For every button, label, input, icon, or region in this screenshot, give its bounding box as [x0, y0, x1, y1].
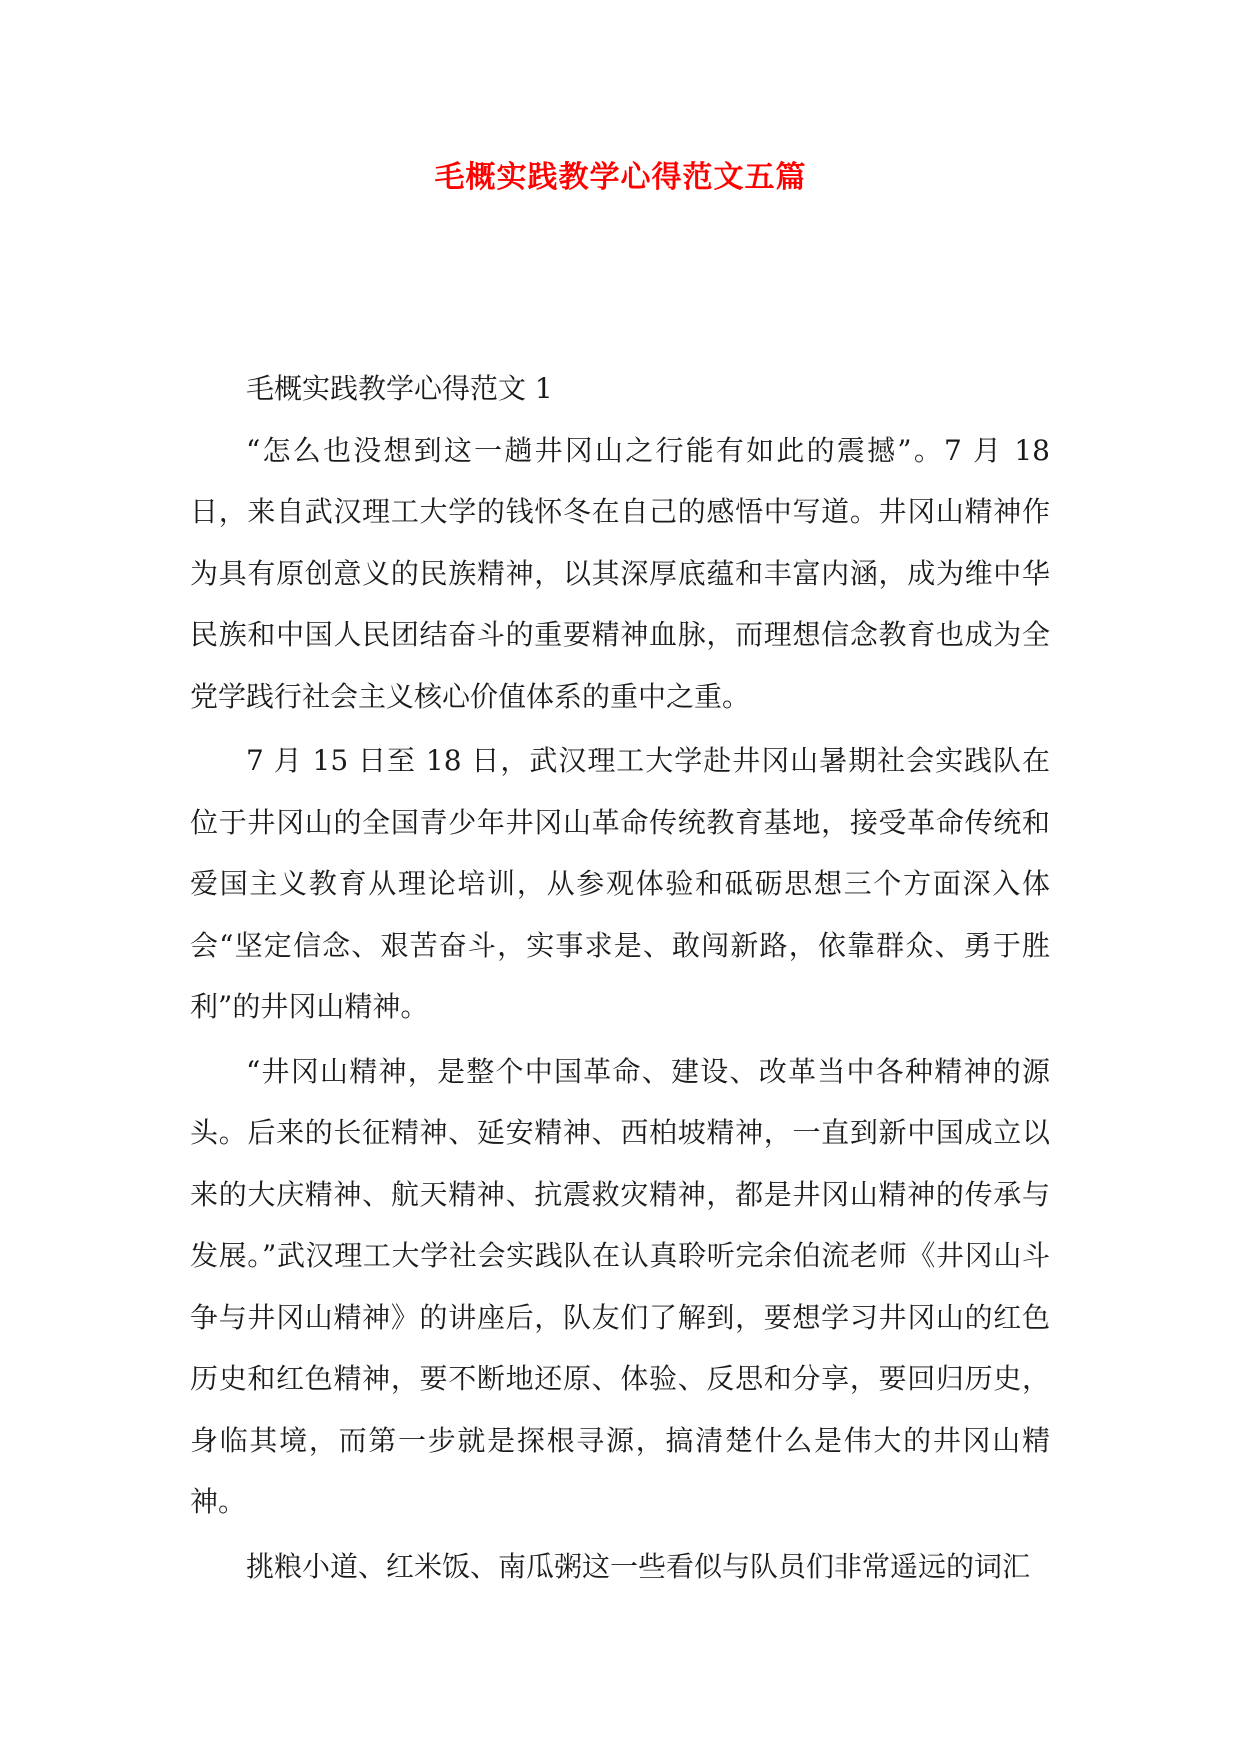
paragraph-1: “怎么也没想到这一趟井冈山之行能有如此的震撼”。7 月 18 日，来自武汉理工大学的钱怀冬在自己的感悟中写道。井冈山精神作为具有原创意义的民族精神，以其深厚底蕴和丰富内涵，成为维中华民族和中国人民团结奋斗的重要精神血脉，而理想信念教育也成为全党学践行社会主义核心价值体系的重中之重。: [190, 433, 1050, 713]
paragraph-2: 7 月 15 日至 18 日，武汉理工大学赴井冈山暑期社会实践队在位于井冈山的全国青少年井冈山革命传统教育基地，接受革命传统和爱国主义教育从理论培训，从参观体验和砥砺思想三个方面深入体会“坚定信念、艰苦奋斗，实事求是、敢闯新路，依靠群众、勇于胜利”的井冈山精神。: [190, 744, 1050, 1023]
section-heading: 毛概实践教学心得范文 1: [246, 372, 553, 405]
document-title: 毛概实践教学心得范文五篇: [434, 160, 807, 195]
paragraph-4: 挑粮小道、红米饭、南瓜粥这一些看似与队员们非常遥远的词汇: [246, 1549, 1031, 1583]
paragraph-3: “井冈山精神，是整个中国革命、建设、改革当中各种精神的源头。后来的长征精神、延安精神、西柏坡精神，一直到新中国成立以来的大庆精神、航天精神、抗震救灾精神，都是井冈山精神的传承与发展。”武汉理工大学社会实践队在认真聆听完余伯流老师《井冈山斗争与井冈山精神》的讲座后，队友们了解到，要想学习井冈山的红色历史和红色精神，要不断地还原、体验、反思和分享，要回归历史，身临其境，而第一步就是探根寻源，搞清楚什么是伟大的井冈山精神。: [190, 1054, 1050, 1518]
document-body: [190, 358, 1050, 1600]
